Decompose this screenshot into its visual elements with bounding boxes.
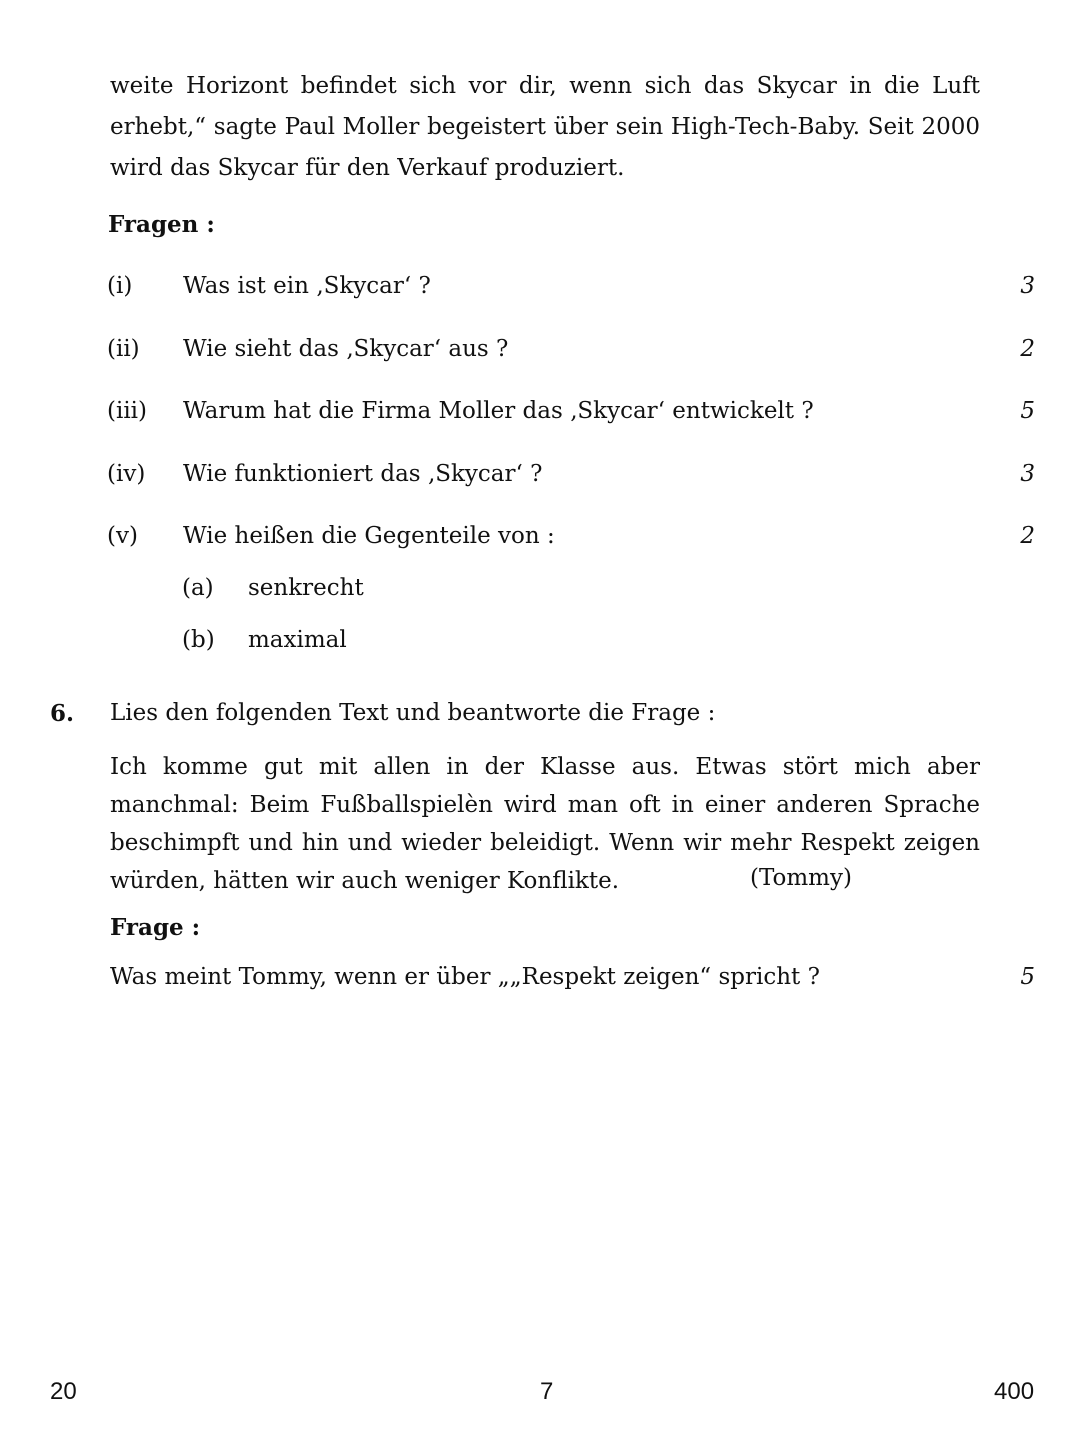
question-marks: 2 xyxy=(1020,336,1035,362)
question-marks: 2 xyxy=(1020,523,1035,549)
passage-continuation: weite Horizont befindet sich vor dir, wenn sich das Skycar in die Luft erhebt,“ sagte Paul Moller begeistert über sein High-Tech-Baby. Seit 2000 wird das Skycar für den Verkauf produziert. xyxy=(110,73,980,181)
section-number: 6. xyxy=(50,700,75,727)
page-number: 7 xyxy=(540,1378,554,1405)
footer-right: 400 xyxy=(994,1378,1035,1405)
question-marks: 5 xyxy=(1020,398,1035,424)
question-row xyxy=(107,461,1035,493)
sub-item-label: (a) xyxy=(182,575,214,601)
question-row xyxy=(107,273,1035,305)
question-text: Wie heißen die Gegenteile von : xyxy=(183,523,555,549)
final-question-marks: 5 xyxy=(1020,964,1035,990)
question-row xyxy=(107,336,1035,368)
sub-item-text: senkrecht xyxy=(248,575,364,601)
question-row xyxy=(107,523,1035,555)
question-text: Wie funktioniert das ‚Skycar‘ ? xyxy=(183,461,543,487)
question-marks: 3 xyxy=(1020,461,1035,487)
question-row xyxy=(107,398,1035,430)
question-marks: 3 xyxy=(1020,273,1035,299)
questions-heading: Fragen : xyxy=(108,211,215,238)
sub-item-label: (b) xyxy=(182,627,215,653)
question-number: (ii) xyxy=(107,336,140,362)
section-instruction: Lies den folgenden Text und beantworte die Frage : xyxy=(110,700,716,726)
footer-left: 20 xyxy=(50,1378,77,1405)
question-text: Wie sieht das ‚Skycar‘ aus ? xyxy=(183,336,509,362)
question-number: (iii) xyxy=(107,398,148,424)
question-heading: Frage : xyxy=(110,914,201,941)
question-text: Was ist ein ‚Skycar‘ ? xyxy=(183,273,431,299)
question-number: (i) xyxy=(107,273,133,299)
question-number: (v) xyxy=(107,523,138,549)
final-question-text: Was meint Tommy, wenn er über „„Respekt zeigen“ spricht ? xyxy=(110,964,820,990)
question-number: (iv) xyxy=(107,461,146,487)
sub-item-text: maximal xyxy=(248,627,347,653)
question-text: Warum hat die Firma Moller das ‚Skycar‘ entwickelt ? xyxy=(183,398,814,424)
text-signature: (Tommy) xyxy=(750,865,852,891)
section-text: Ich komme gut mit allen in der Klasse aus. Etwas stört mich aber manchmal: Beim Fußballspielèn wird man oft in einer anderen Sprache beschimpft und hin und wieder beleidigt. Wenn wir mehr Respekt zeigen würden, hätten wir auch weniger Konflikte. xyxy=(110,754,980,894)
